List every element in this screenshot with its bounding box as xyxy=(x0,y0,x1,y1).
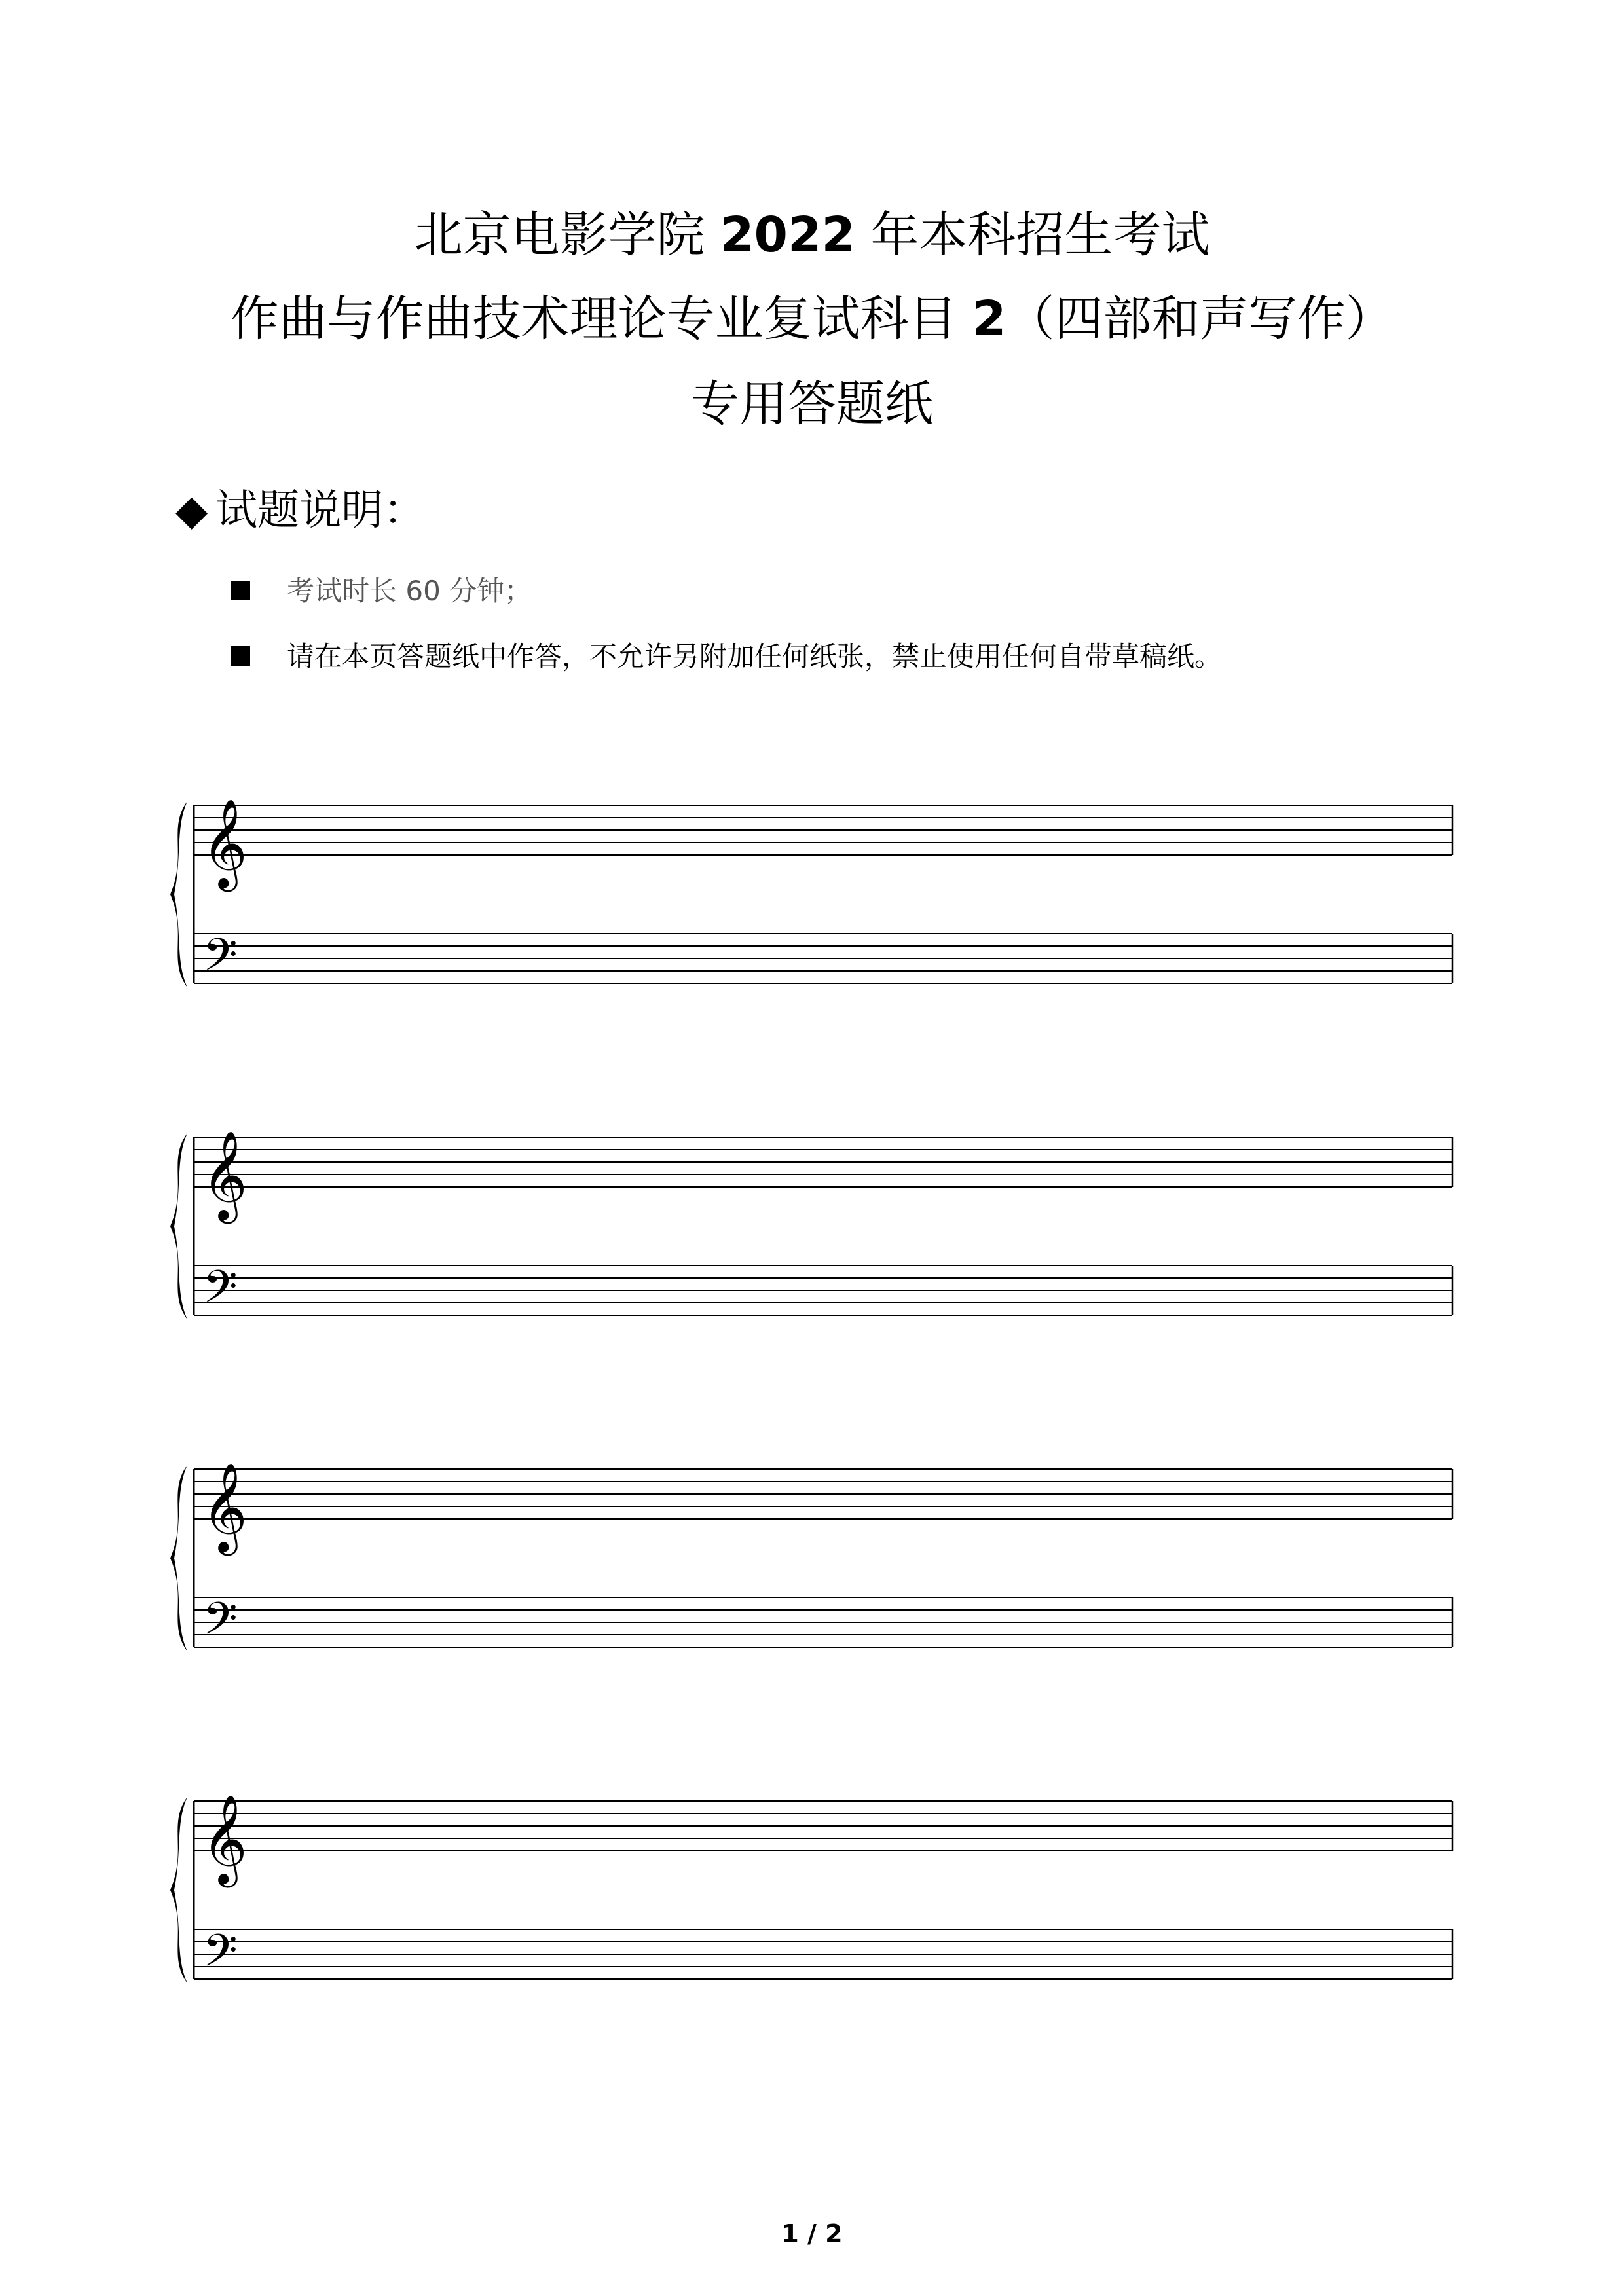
instruction-item-text: 请在本页答题纸中作答，不允许另附加任何纸张，禁止使用任何自带草稿纸。 xyxy=(287,640,1223,672)
bass-clef-icon: 𝄢 xyxy=(203,930,238,992)
title-line-1-suffix: 年本科招生考试 xyxy=(855,207,1210,263)
grand-staff-svg xyxy=(157,779,1467,1015)
brace-icon xyxy=(170,801,187,987)
title-subject-number: 2 xyxy=(972,291,1006,347)
square-bullet-icon xyxy=(231,646,250,666)
diamond-bullet-icon: ◆ xyxy=(175,486,208,535)
bass-clef-icon: 𝄢 xyxy=(203,1262,238,1324)
bass-clef-icon: 𝄢 xyxy=(203,1594,238,1656)
grand-staff-system xyxy=(157,779,1467,992)
treble-clef-icon: 𝄞 xyxy=(202,1461,248,1552)
instruction-item-text: 考试时长 60 分钟； xyxy=(287,575,532,607)
grand-staff-system xyxy=(157,1775,1467,1988)
page-number: 1 / 2 xyxy=(781,2219,843,2248)
instructions-heading xyxy=(175,486,426,535)
grand-staff-svg xyxy=(157,1775,1467,2011)
grand-staff-svg xyxy=(157,1111,1467,1347)
title-year: 2022 xyxy=(720,207,855,263)
instructions-heading-text: 试题说明： xyxy=(215,486,426,535)
title-line-2-suffix: （四部和声写作） xyxy=(1006,291,1394,347)
page-title-line-1 xyxy=(0,207,1624,263)
treble-clef-icon: 𝄞 xyxy=(202,797,248,888)
instruction-item xyxy=(231,577,532,605)
page-title-line-3: 专用答题纸 xyxy=(691,376,933,432)
title-line-1-prefix: 北京电影学院 xyxy=(414,207,721,263)
bass-clef-icon: 𝄢 xyxy=(203,1925,238,1988)
grand-staff-system xyxy=(157,1443,1467,1656)
brace-icon xyxy=(170,1465,187,1651)
grand-staff-svg xyxy=(157,1443,1467,1679)
treble-clef-icon: 𝄞 xyxy=(202,1129,248,1220)
treble-clef-icon: 𝄞 xyxy=(202,1793,248,1884)
brace-icon xyxy=(170,1133,187,1319)
title-line-2-prefix: 作曲与作曲技术理论专业复试科目 xyxy=(230,291,973,347)
square-bullet-icon xyxy=(231,581,250,600)
brace-icon xyxy=(170,1797,187,1983)
grand-staff-system xyxy=(157,1111,1467,1324)
instruction-item xyxy=(231,640,1223,672)
page-title-line-2 xyxy=(0,291,1624,347)
